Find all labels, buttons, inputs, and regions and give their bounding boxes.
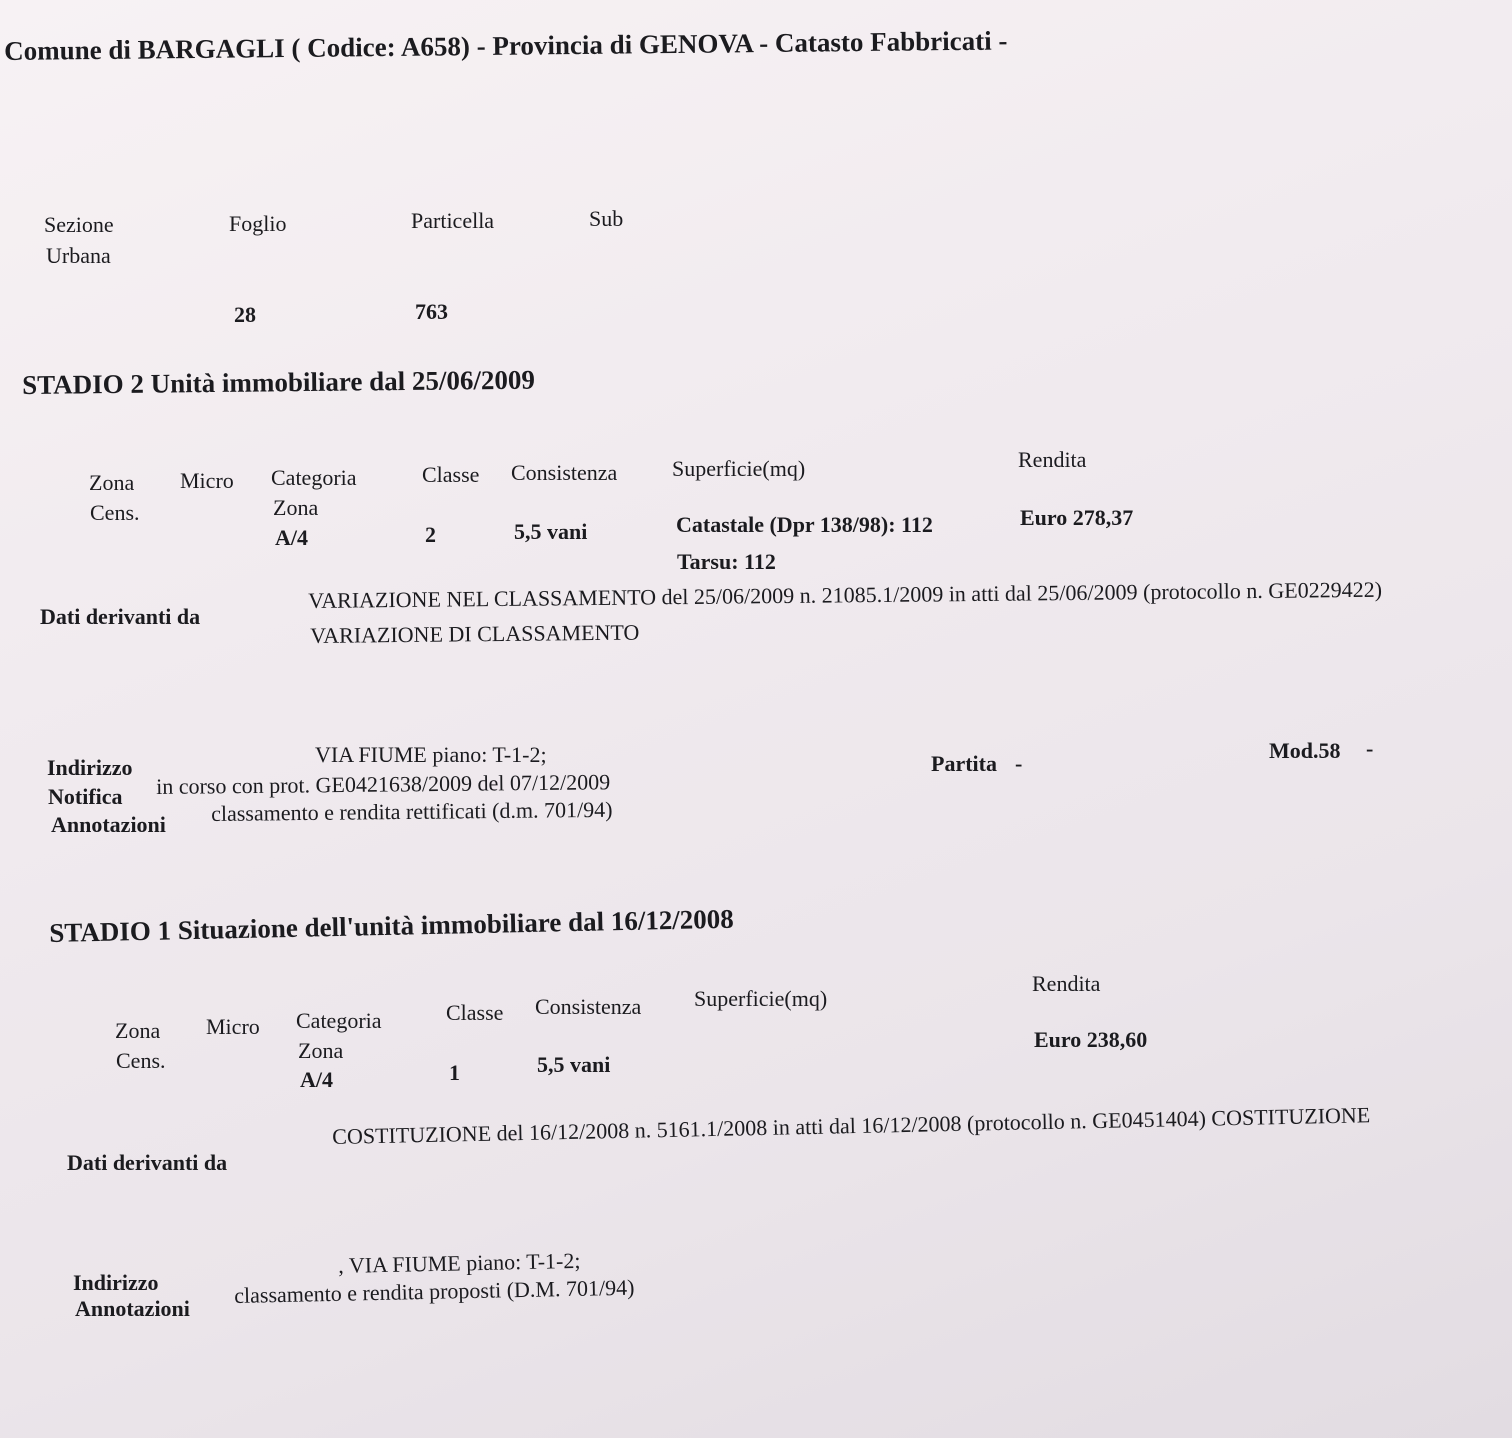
stadio2-dati-label: Dati derivanti da <box>40 604 201 629</box>
stadio1-rendita-label: Rendita <box>1032 971 1101 996</box>
sub-label: Sub <box>589 206 624 231</box>
stadio2-dati-line-2: VARIAZIONE DI CLASSAMENTO <box>310 619 640 648</box>
stadio2-partita-label: Partita <box>931 751 997 776</box>
stadio2-zona-label: Zona <box>89 470 135 495</box>
stadio2-categoria-label: Categoria <box>271 465 357 490</box>
stadio2-mod58-label: Mod.58 <box>1269 738 1341 763</box>
stadio1-dati-label: Dati derivanti da <box>67 1150 228 1175</box>
stadio2-indirizzo-value: VIA FIUME piano: T-1-2; <box>315 742 547 767</box>
stadio1-annotazioni-value: classamento e rendita proposti (D.M. 701/94) <box>234 1274 635 1308</box>
stadio2-annotazioni-label: Annotazioni <box>51 812 166 837</box>
stadio2-categoria-value: A/4 <box>275 525 308 550</box>
foglio-label: Foglio <box>229 211 287 236</box>
stadio1-zona-label: Zona <box>115 1018 161 1043</box>
stadio2-heading: STADIO 2 Unità immobiliare dal 25/06/2009 <box>22 364 536 400</box>
stadio1-superficie-label: Superficie(mq) <box>694 986 828 1011</box>
stadio1-classe-value: 1 <box>449 1060 460 1085</box>
stadio2-dati-line-1: VARIAZIONE NEL CLASSAMENTO del 25/06/2009 n. 21085.1/2009 in atti dal 25/06/2009 (protocollo n. GE0229422) <box>308 576 1383 613</box>
stadio1-micro-label: Micro <box>206 1014 260 1039</box>
foglio-value: 28 <box>234 302 256 327</box>
urbana-label: Urbana <box>46 243 111 268</box>
stadio1-classe-label: Classe <box>446 1000 504 1025</box>
stadio2-cens-label: Cens. <box>90 500 140 525</box>
particella-label: Particella <box>411 208 495 233</box>
stadio1-categoria-zona-label: Zona <box>298 1038 344 1063</box>
stadio2-mod58-value: - <box>1366 736 1374 761</box>
stadio2-notifica-label: Notifica <box>48 784 123 809</box>
stadio1-rendita-value: Euro 238,60 <box>1034 1027 1148 1052</box>
stadio2-rendita-value: Euro 278,37 <box>1020 505 1134 530</box>
stadio1-annotazioni-label: Annotazioni <box>75 1296 190 1321</box>
stadio2-notifica-value: in corso con prot. GE0421638/2009 del 07/12/2009 <box>156 769 611 799</box>
stadio2-categoria-zona-label: Zona <box>273 495 319 520</box>
stadio2-superficie-tarsu: Tarsu: 112 <box>677 549 776 574</box>
stadio1-consistenza-label: Consistenza <box>535 994 642 1019</box>
stadio2-superficie-catastale: Catastale (Dpr 138/98): 112 <box>676 512 933 537</box>
stadio2-micro-label: Micro <box>180 468 234 493</box>
stadio1-cens-label: Cens. <box>116 1048 166 1073</box>
page-title: Comune di BARGAGLI ( Codice: A658) - Provincia di GENOVA - Catasto Fabbricati - <box>4 25 1008 66</box>
stadio2-classe-value: 2 <box>425 522 436 547</box>
sezione-label: Sezione <box>44 212 114 237</box>
stadio1-categoria-label: Categoria <box>296 1008 382 1033</box>
stadio2-consistenza-label: Consistenza <box>511 460 618 485</box>
stadio2-classe-label: Classe <box>422 462 480 487</box>
stadio1-heading: STADIO 1 Situazione dell'unità immobiliare dal 16/12/2008 <box>49 903 735 948</box>
stadio2-indirizzo-label: Indirizzo <box>47 755 133 780</box>
stadio2-consistenza-value: 5,5 vani <box>514 519 588 544</box>
stadio1-categoria-value: A/4 <box>300 1067 333 1092</box>
stadio1-indirizzo-value: , VIA FIUME piano: T-1-2; <box>338 1247 581 1278</box>
stadio1-indirizzo-label: Indirizzo <box>73 1270 159 1295</box>
stadio2-rendita-label: Rendita <box>1018 447 1087 472</box>
stadio2-partita-value: - <box>1015 751 1023 776</box>
particella-value: 763 <box>415 299 448 324</box>
stadio2-annotazioni-value: classamento e rendita rettificati (d.m. 701/94) <box>211 796 613 826</box>
stadio1-dati-line-1: COSTITUZIONE del 16/12/2008 n. 5161.1/2008 in atti dal 16/12/2008 (protocollo n. GE0451404) COSTITUZIONE <box>332 1102 1371 1149</box>
stadio2-superficie-label: Superficie(mq) <box>672 456 806 481</box>
stadio1-consistenza-value: 5,5 vani <box>537 1052 611 1077</box>
